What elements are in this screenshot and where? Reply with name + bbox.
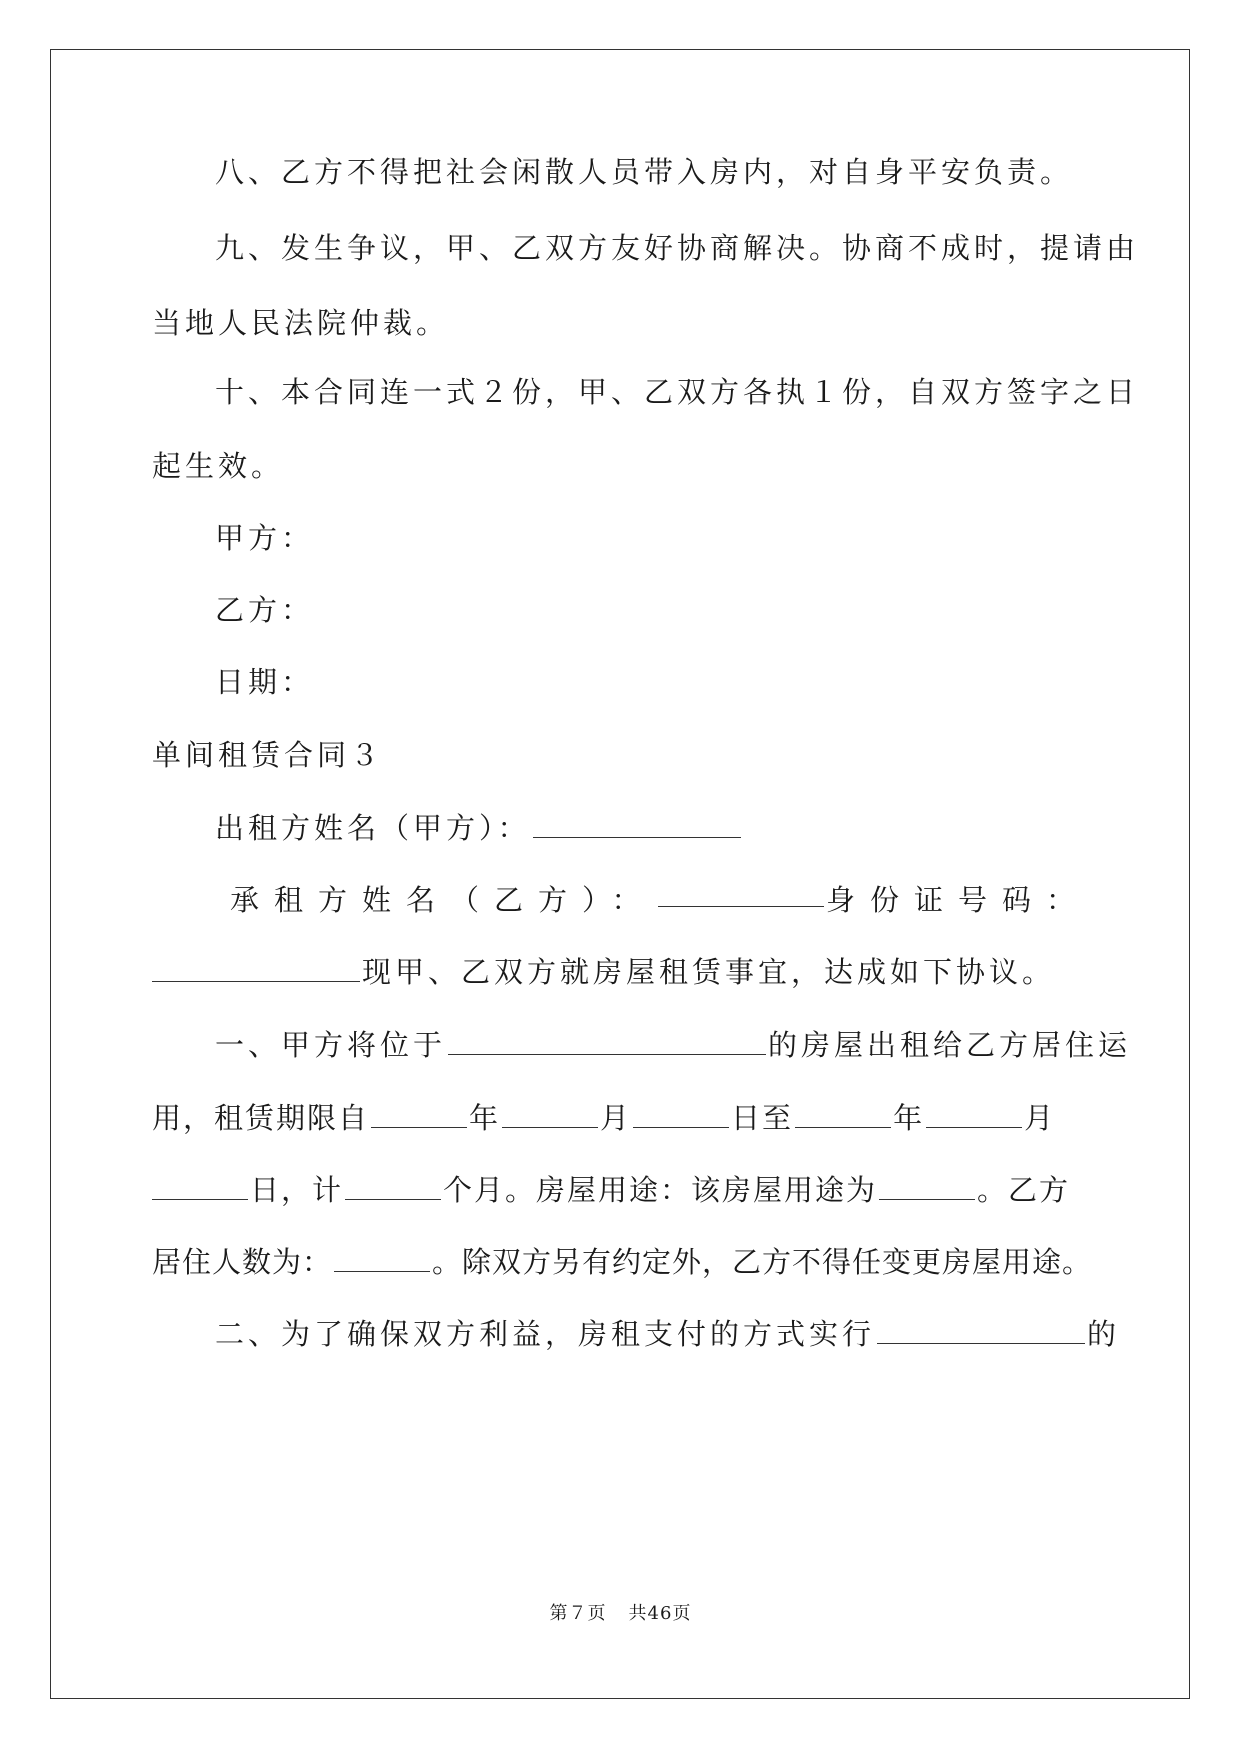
clause-1-line-2 (152, 1098, 1092, 1138)
clause-10-line-1: 十、本合同连一式２份，甲、乙双方各执１份，自双方签字之日 (215, 375, 1140, 409)
lessor-name-blank (533, 811, 741, 838)
page-footer (0, 1602, 1241, 1626)
start-day-unit: 日至 (731, 1101, 794, 1135)
page-total: 共46页 (628, 1603, 692, 1624)
end-month-blank (926, 1101, 1022, 1128)
clause-1-line-3 (152, 1170, 1092, 1210)
clause-1-line-1 (215, 1025, 1155, 1065)
start-month-unit: 月 (600, 1101, 632, 1135)
lessee-name-blank (658, 880, 824, 907)
occupants-label: 居住人数为： (152, 1245, 333, 1279)
clause-10-line-2: 起生效。 (152, 449, 285, 483)
usage-blank (879, 1173, 975, 1200)
lessor-name-line (215, 808, 1155, 848)
clause-2-line-1-end: 的 (1087, 1317, 1121, 1351)
lease-term-label: 用，租赁期限自 (152, 1101, 370, 1135)
clause-1-text-b: 的房屋出租给乙方居住运 (768, 1028, 1132, 1062)
page-number: 第７页 (549, 1603, 607, 1624)
duration-months-blank (345, 1173, 441, 1200)
start-year-blank (371, 1101, 467, 1128)
clause-8: 八、乙方不得把社会闲散人员带入房内，对自身平安负责。 (215, 155, 1074, 189)
lessee-name-line (230, 880, 1090, 920)
page-border (50, 49, 1190, 1699)
agreement-intro-line (152, 952, 1092, 992)
section-title: 单间租赁合同３ (152, 738, 384, 772)
start-month-blank (502, 1101, 598, 1128)
usage-label: 个月。房屋用途：该房屋用途为 (443, 1173, 878, 1207)
property-location-blank (448, 1028, 766, 1055)
clause-1-line-3-end: 。乙方 (977, 1173, 1071, 1207)
payment-method-text: 二、为了确保双方利益，房租支付的方式实行 (215, 1317, 876, 1351)
occupants-blank (334, 1245, 430, 1272)
clause-2-line-1 (215, 1314, 1155, 1354)
lessee-label: 承租方姓名（乙方）： (230, 883, 656, 917)
end-year-blank (795, 1101, 891, 1128)
id-number-blank (152, 955, 360, 982)
clause-1-text-a: 一、甲方将位于 (215, 1028, 447, 1062)
end-year-unit: 年 (893, 1101, 925, 1135)
end-month-unit: 月 (1024, 1101, 1056, 1135)
clause-9-line-1: 九、发生争议，甲、乙双方友好协商解决。协商不成时，提请由 (215, 231, 1140, 265)
lessor-label: 出租方姓名（甲方）： (215, 811, 531, 845)
usage-restriction-text: 。除双方另有约定外，乙方不得任变更房屋用途。 (432, 1245, 1093, 1279)
duration-label: 日，计 (250, 1173, 344, 1207)
id-number-label: 身份证号码： (825, 883, 1090, 917)
start-year-unit: 年 (469, 1101, 501, 1135)
party-a-signature: 甲方： (215, 521, 315, 555)
start-day-blank (633, 1101, 729, 1128)
end-day-blank (152, 1173, 248, 1200)
clause-1-line-4 (152, 1242, 1092, 1282)
payment-method-blank (877, 1317, 1085, 1344)
date-field: 日期： (215, 665, 315, 699)
party-b-signature: 乙方： (215, 593, 315, 627)
agreement-intro: 现甲、乙双方就房屋租赁事宜，达成如下协议。 (362, 955, 1056, 989)
clause-9-line-2: 当地人民法院仲裁。 (152, 306, 450, 340)
